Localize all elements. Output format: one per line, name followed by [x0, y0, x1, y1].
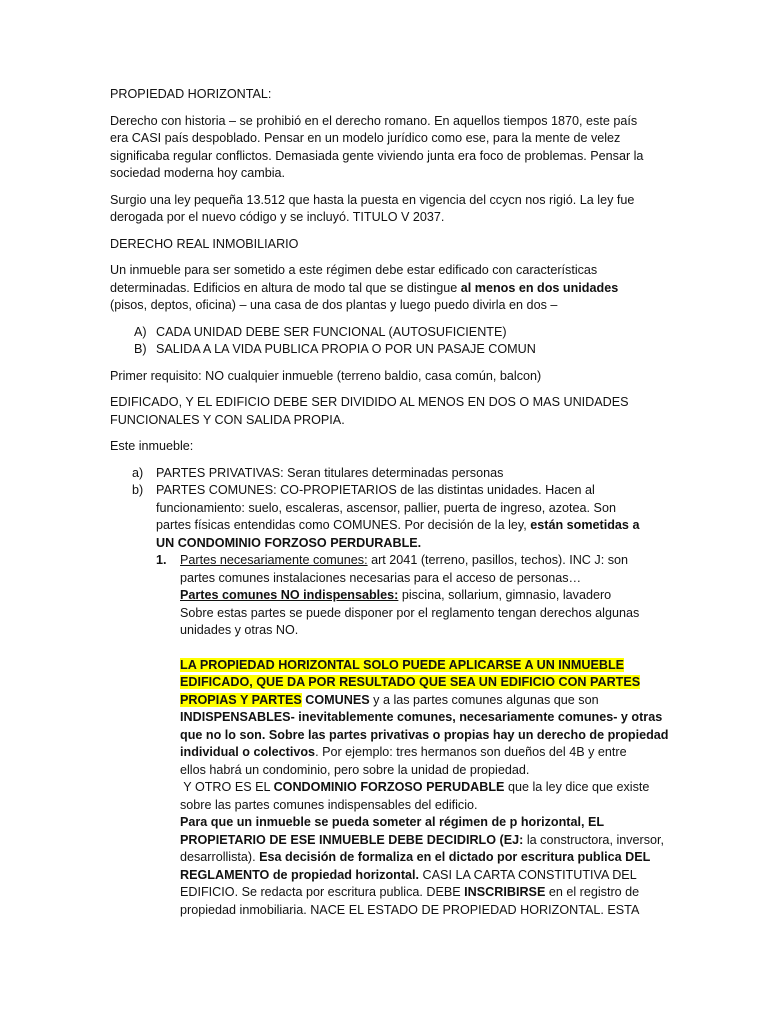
sub-list — [156, 552, 668, 640]
list-marker: 1. — [156, 553, 167, 567]
text-line — [180, 692, 668, 710]
highlighted-text: PROPIAS Y PARTES — [180, 692, 302, 707]
text-span: que la ley dice que existe — [504, 780, 650, 794]
text-line — [180, 674, 668, 692]
text-line: funcionamiento: suelo, escaleras, ascensor, pallier, puerta de ingreso, azotea. Son — [156, 500, 616, 515]
text-line: derogada por el nuevo código y se incluyó. TITULO V 2037. — [110, 210, 445, 224]
text-line: UN CONDOMINIO FORZOSO PERDURABLE. — [156, 535, 422, 550]
text-span: en el registro de — [545, 885, 640, 899]
text-span: EDIFICIO. Se redacta por escritura publica. DEBE — [180, 885, 465, 899]
text-span: art 2041 (terreno, pasillos, techos). INC J: son — [367, 553, 628, 567]
text-line — [180, 884, 668, 902]
list-item — [110, 341, 668, 359]
highlighted-block — [156, 657, 668, 920]
highlighted-text: LA PROPIEDAD HORIZONTAL SOLO PUEDE APLICARSE A UN INMUEBLE — [180, 657, 625, 672]
text-line: EDIFICADO, Y EL EDIFICIO DEBE SER DIVIDIDO AL MENOS EN DOS O MAS UNIDADES — [110, 395, 629, 409]
text-span: . Por ejemplo: tres hermanos son dueños del 4B y entre — [315, 745, 627, 759]
requirements-list — [110, 324, 668, 359]
text-line: sobre las partes comunes indispensables del edificio. — [180, 797, 478, 812]
text-line — [180, 779, 668, 797]
text-line: propiedad inmobiliaria. NACE EL ESTADO DE PROPIEDAD HORIZONTAL. ESTA — [180, 902, 640, 917]
text-span: y a las partes comunes algunas que son — [369, 692, 599, 707]
bold-text: REGLAMENTO de propiedad horizontal. — [180, 867, 420, 882]
text-line — [156, 517, 668, 535]
section-heading: DERECHO REAL INMOBILIARIO — [110, 236, 299, 251]
text-line: ellos habrá un condominio, pero sobre la unidad de propiedad. — [180, 762, 530, 777]
text-span: CASI LA CARTA CONSTITUTIVA DEL — [419, 867, 637, 882]
paragraph-law — [110, 192, 668, 227]
bold-text: Esa decisión de formaliza en el dictado por escritura publica DEL — [259, 850, 651, 864]
parts-list — [110, 465, 668, 920]
list-item — [110, 324, 668, 342]
text-line — [110, 280, 668, 298]
paragraph-first-requirement: Primer requisito: NO cualquier inmueble (terreno baldio, casa común, balcon) — [110, 368, 542, 383]
text-line: Sobre estas partes se puede disponer por el reglamento tengan derechos algunas — [180, 605, 640, 620]
bold-text: PROPIETARIO DE ESE INMUEBLE DEBE DECIDIRLO (EJ: — [180, 832, 524, 847]
text-line: PARTES COMUNES: CO-PROPIETARIOS de las distintas unidades. Hacen al — [156, 483, 595, 497]
text-line — [180, 744, 668, 762]
text-span: piscina, sollarium, gimnasio, lavadero — [398, 588, 612, 602]
list-item-text: CADA UNIDAD DEBE SER FUNCIONAL (AUTOSUFICIENTE) — [156, 324, 507, 339]
spacer — [156, 640, 668, 657]
text-line — [180, 832, 668, 850]
text-line: sociedad moderna hoy cambia. — [110, 166, 286, 180]
list-item-text: SALIDA A LA VIDA PUBLICA PROPIA O POR UN PASAJE COMUN — [156, 342, 536, 356]
underlined-text: Partes necesariamente comunes: — [180, 553, 368, 567]
text-span: partes físicas entendidas como COMUNES. Por decisión de la ley, — [156, 518, 531, 532]
paragraph-requirements — [110, 262, 668, 315]
text-line: partes comunes instalaciones necesarias para el acceso de personas… — [180, 570, 582, 585]
paragraph-history — [110, 113, 668, 183]
text-line — [180, 587, 668, 605]
text-line — [180, 657, 668, 675]
list-item — [110, 465, 668, 483]
list-item-text: PARTES PRIVATIVAS: Seran titulares determinadas personas — [156, 465, 504, 480]
text-line: era CASI país despoblado. Pensar en un modelo jurídico como ese, para la mente de velez — [110, 131, 621, 145]
text-line — [180, 867, 668, 885]
text-span: determinadas. Edificios en altura de modo tal que se distingue — [110, 280, 461, 295]
text-line: INDISPENSABLES- inevitablemente comunes, necesariamente comunes- y otras — [180, 710, 663, 724]
bold-text: CONDOMINIO FORZOSO PERUDABLE — [273, 780, 505, 794]
text-line — [180, 849, 668, 867]
list-marker: a) — [132, 465, 144, 480]
list-marker: b) — [132, 483, 144, 497]
text-line: significaba regular conflictos. Demasiada gente viviendo junta era foco de problemas. Pensar la — [110, 148, 644, 163]
bold-text: INSCRIBIRSE — [464, 885, 546, 899]
text-line: unidades y otras NO. — [180, 623, 299, 637]
highlighted-text: EDIFICADO, QUE DA POR RESULTADO QUE SEA UN EDIFICIO CON PARTES — [180, 675, 641, 689]
document-title: PROPIEDAD HORIZONTAL: — [110, 87, 272, 101]
list-marker: B) — [134, 342, 147, 356]
text-line: Un inmueble para ser sometido a este régimen debe estar edificado con características — [110, 263, 598, 277]
bold-text: están sometidas a — [530, 518, 640, 532]
text-line: FUNCIONALES Y CON SALIDA PROPIA. — [110, 412, 345, 427]
list-item — [110, 482, 668, 919]
text-line: (pisos, deptos, oficina) – una casa de dos plantas y luego puedo divirla en dos – — [110, 298, 558, 312]
bold-text: COMUNES — [301, 692, 370, 707]
paragraph-este-inmueble: Este inmueble: — [110, 439, 194, 453]
underlined-bold-text: Partes comunes NO indispensables: — [180, 588, 399, 602]
list-marker: A) — [134, 324, 147, 339]
bold-text: individual o colectivos — [180, 745, 316, 759]
text-line: Surgio una ley pequeña 13.512 que hasta la puesta en vigencia del ccycn nos rigió. La ley fue — [110, 192, 635, 207]
text-span: la constructora, inversor, — [523, 832, 665, 847]
list-item — [156, 552, 668, 640]
text-line: Para que un inmueble se pueda someter al régimen de p horizontal, EL — [180, 815, 605, 829]
text-span: desarrollista). — [180, 850, 260, 864]
text-line — [180, 552, 668, 570]
text-line: que no lo son. Sobre las partes privativas o propias hay un derecho de propiedad — [180, 727, 669, 742]
text-line: Derecho con historia – se prohibió en el derecho romano. En aquellos tiempos 1870, este país — [110, 113, 638, 128]
text-span: Y OTRO ES EL — [180, 780, 274, 794]
paragraph-edificado — [110, 394, 668, 429]
bold-text: al menos en dos unidades — [460, 280, 619, 295]
